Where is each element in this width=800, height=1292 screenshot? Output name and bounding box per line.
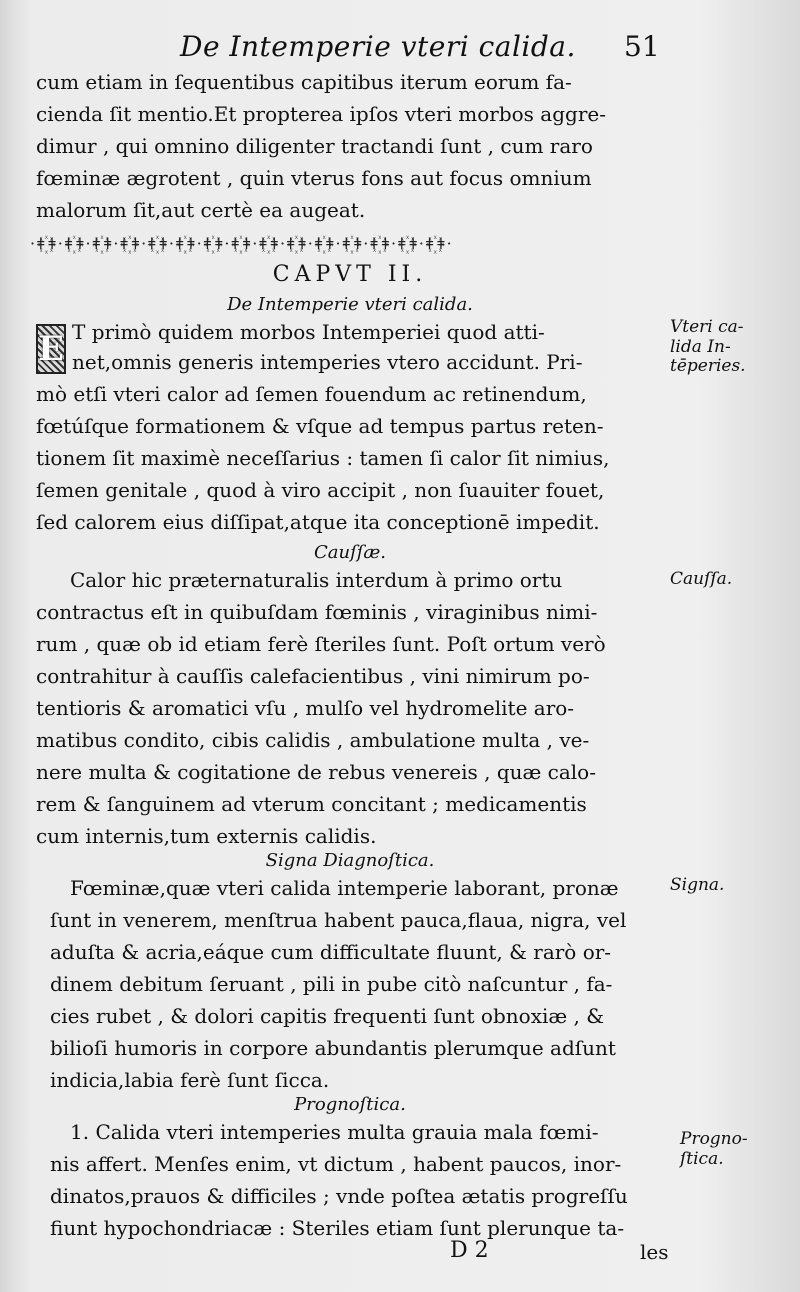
text-line: contractus eſt in quibuſdam fœminis , viraginibus nimi- (36, 600, 598, 624)
text-line: 1. Calida vteri intemperies multa grauia mala fœmi- (70, 1120, 599, 1144)
text-line: dinem debitum ſeruant , pili in pube citò naſcuntur , fa- (50, 972, 613, 996)
text-line: fœminæ ægrotent , quin vterus fons aut focus omnium (36, 166, 592, 190)
text-line: T primò quidem morbos Intemperiei quod atti- (72, 320, 545, 344)
page-number: 51 (624, 30, 660, 63)
text-line: fiunt hypochondriacæ : Steriles etiam ſunt plerunque ta- (50, 1216, 625, 1240)
signature-mark: D 2 (450, 1238, 489, 1263)
text-line: rum , quæ ob id etiam ferè ſteriles ſunt. Poſt ortum verò (36, 632, 606, 656)
text-line: bilioſi humoris in corpore abundantis plerumque adſunt (50, 1036, 616, 1060)
text-line: fœtúſque formationem & vſque ad tempus partus reten- (36, 414, 604, 438)
dropcap-letter: E (38, 329, 64, 369)
text-line: net,omnis generis intemperies vtero accidunt. Pri- (72, 350, 583, 374)
text-line: Fœminæ,quæ vteri calida intemperie laborant, pronæ (70, 876, 619, 900)
text-line: aduſta & acria,eáque cum difficultate fluunt, & rarò or- (50, 940, 612, 964)
dropcap-initial (36, 324, 66, 374)
catchword: les (640, 1240, 669, 1264)
text-line: dinatos,prauos & difficiles ; vnde poſtea ætatis progreſſu (50, 1184, 628, 1208)
text-line: cum etiam in ſequentibus capitibus iterum eorum fa- (36, 70, 572, 94)
text-line: ſunt in venerem, menſtrua habent pauca,flaua, nigra, vel (50, 908, 627, 932)
ornament-rule: ·ǂ꙰ǂ·ǂ꙰ǂ·ǂ꙰ǂ·ǂ꙰ǂ·ǂ꙰ǂ·ǂ꙰ǂ·ǂ꙰ǂ·ǂ꙰ǂ·ǂ꙰ǂ·ǂ꙰ǂ·ǂ꙰ǂ·ǂ꙰ǂ·ǂ꙰ǂ·ǂ꙰ǂ·ǂ꙰ǂ· (30, 234, 454, 253)
text-line: tentioris & aromatici vſu , mulſo vel hydromelite aro- (36, 696, 575, 720)
text-line: cum internis,tum externis calidis. (36, 824, 377, 848)
running-title: De Intemperie vteri calida. (180, 30, 576, 63)
text-line: cienda ſit mentio.Et propterea ipſos vteri morbos aggre- (36, 102, 606, 126)
section-heading-causae: Cauſſæ. (313, 542, 387, 563)
section-heading-prognostica: Prognoſtica. (294, 1094, 406, 1115)
marginal-line: tēperies. (670, 356, 746, 377)
text-line: malorum ſit,aut certè ea augeat. (36, 198, 366, 222)
text-line: dimur , qui omnino diligenter tractandi ſunt , cum raro (36, 134, 593, 158)
text-line: Calor hic præternaturalis interdum à primo ortu (70, 568, 563, 592)
text-line: ſemen genitale , quod à viro accipit , non ſuauiter fouet, (36, 478, 605, 502)
marginal-note-intemperies (670, 318, 746, 377)
text-line: rem & ſanguinem ad vterum concitant ; medicamentis (36, 792, 587, 816)
marginal-note-signa: Signa. (670, 875, 725, 895)
text-line: indicia,labia ferè ſunt ſicca. (50, 1068, 330, 1092)
text-line: nere multa & cogitatione de rebus venereis , quæ calo- (36, 760, 596, 784)
marginal-line: lida In- (670, 336, 731, 357)
text-line: nis affert. Menſes enim, vt dictum , habent paucos, inor- (50, 1152, 622, 1176)
text-line: tionem ſit maximè neceſſarius : tamen ſi calor ſit nimius, (36, 446, 610, 470)
text-line: matibus condito, cibis calidis , ambulatione multa , ve- (36, 728, 590, 752)
text-line: cies rubet , & dolori capitis frequenti ſunt obnoxiæ , & (50, 1004, 605, 1028)
marginal-line: ſtica. (680, 1148, 724, 1169)
marginal-line: Vteri ca- (670, 317, 744, 337)
marginal-note-causa: Cauſſa. (670, 569, 733, 589)
chapter-heading: CAPVT II. (272, 262, 428, 287)
section-heading-signa: Signa Diagnoſtica. (265, 850, 435, 871)
text-line: contrahitur à cauſſis calefacientibus , vini nimirum po- (36, 664, 590, 688)
marginal-note-prognostica (680, 1130, 748, 1169)
marginal-line: Progno- (680, 1129, 748, 1149)
chapter-subtitle: De Intemperie vteri calida. (227, 294, 473, 315)
text-line: ſed calorem eius diſſipat,atque ita conceptionē impedit. (36, 510, 600, 534)
text-line: mò etſi vteri calor ad ſemen fouendum ac retinendum, (36, 382, 587, 406)
